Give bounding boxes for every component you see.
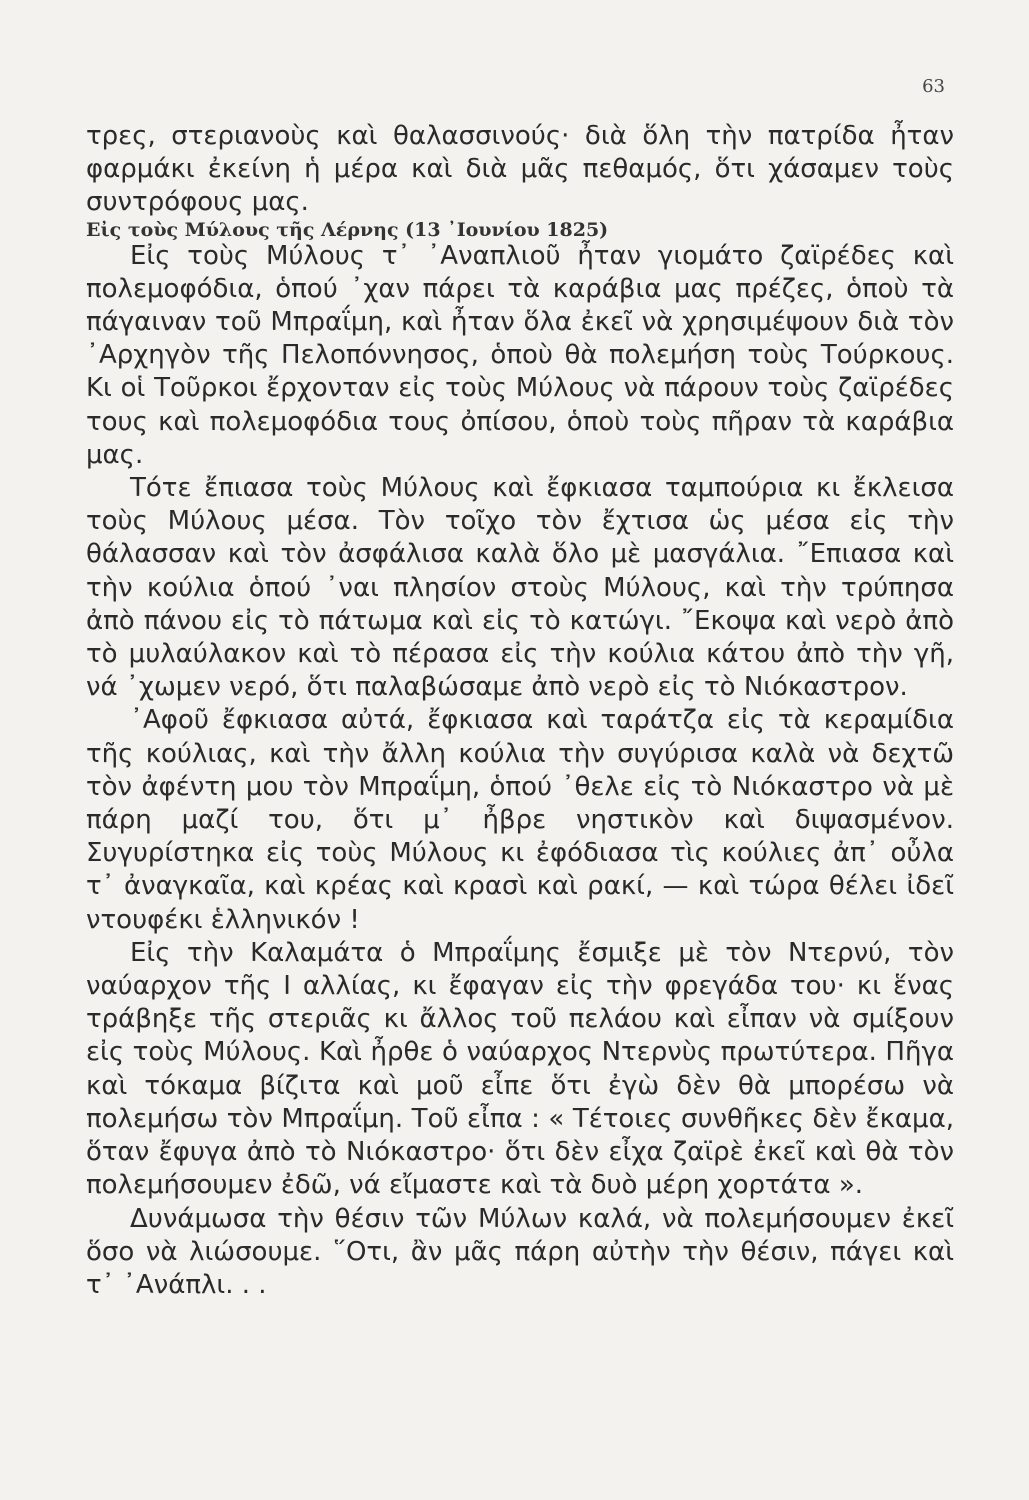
paragraph: Τότε ἔπιασα τοὺς Μύλους καὶ ἔφκιασα ταμπούρια κι ἔκλεισα τοὺς Μύλους μέσα. Τὸν τοῖχο τὸν ἔχτισα ὡς μέσα εἰς τὴν θάλασσαν καὶ τὸν ἀσφάλισα καλὰ ὅλο μὲ μασγάλια. ῎Επιασα καὶ τὴν κούλια ὁπού ᾽ναι πλησίον στοὺς Μύλους, καὶ τὴν τρύπησα ἀπὸ πάνου εἰς τὸ πάτωμα καὶ εἰς τὸ κατώγι. ῎Εκοψα καὶ νερὸ ἀπὸ τὸ μυλαύλακον καὶ τὸ πέρασα εἰς τὴν κούλια κάτου ἀπὸ τὴν γῆ, νά ᾽χωμεν νερό, ὅτι παλαβώσαμε ἀπὸ νερὸ εἰς τὸ Νιόκαστρον. [86,473,954,703]
paragraph: Εἰς τοὺς Μύλους τ᾽ ᾽Αναπλιοῦ ἦταν γιομάτο ζαϊρέδες καὶ πολεμοφόδια, ὁπού ᾽χαν πάρει τὰ καράβια μας πρέζες, ὁποὺ τὰ πάγαιναν τοῦ Μπραΐμη, καὶ ἦταν ὅλα ἐκεῖ νὰ χρησιμέψουν διὰ τὸν ᾽Αρχηγὸν τῆς Πελοπόννησος, ὁποὺ θὰ πολεμήση τοὺς Τούρκους. Κι οἱ Τοῦρκοι ἔρχονταν εἰς τοὺς Μύλους νὰ πάρουν τοὺς ζαϊρέδες τους καὶ πολεμοφόδια τους ὀπίσου, ὁποὺ τοὺς πῆραν τὰ καράβια μας. [86,240,954,470]
page-number: 63 [922,76,945,97]
paragraph: Εἰς τὴν Καλαμάτα ὁ Μπραΐμης ἔσμιξε μὲ τὸν Ντερνύ, τὸν ναύαρχον τῆς Ι αλλίας, κι ἔφαγαν εἰς τὴν φρεγάδα του· κι ἕνας τράβηξε τῆς στεριᾶς κι ἄλλος τοῦ πελάου καὶ εἶπαν νὰ σμίξουν εἰς τοὺς Μύλους. Καὶ ἦρθε ὁ ναύαρχος Ντερνὺς πρωτύτερα. Πῆγα καὶ τόκαμα βίζιτα καὶ μοῦ εἶπε ὅτι ἐγὼ δὲν θὰ μπορέσω νὰ πολεμήσω τὸν Μπραΐμη. Τοῦ εἶπα : « Τέτοιες συνθῆκες δὲν ἔκαμα, ὅταν ἔφυγα ἀπὸ τὸ Νιόκαστρο· ὅτι δὲν εἶχα ζαϊρὲ ἐκεῖ καὶ θὰ τὸν πολεμήσουμεν ἐδῶ, νά εἴμαστε καὶ τὰ δυὸ μέρη χορτάτα ». [86,937,954,1201]
paragraph-continuation: τρες, στεριανοὺς καὶ θαλασσινούς· διὰ ὅλη τὴν πατρίδα ἦταν φαρμάκι ἐκείνη ἡ μέρα καὶ διὰ μᾶς πεθαμός, ὅτι χάσαμεν τοὺς συντρόφους μας. [86,121,954,218]
paragraph: Δυνάμωσα τὴν θέσιν τῶν Μύλων καλά, νὰ πολεμήσουμεν ἐκεῖ ὅσο νὰ λιώσουμε. ῞Οτι, ἂν μᾶς πάρη αὐτὴν τὴν θέσιν, πάγει καὶ τ᾽ ᾽Ανάπλι. . . [86,1203,954,1300]
paragraph: ᾽Αφοῦ ἔφκιασα αὐτά, ἔφκιασα καὶ ταράτζα εἰς τὰ κεραμίδια τῆς κούλιας, καὶ τὴν ἄλλη κούλια τὴν συγύρισα καλὰ νὰ δεχτῶ τὸν ἀφέντη μου τὸν Μπραΐμη, ὁπού ᾽θελε εἰς τὸ Νιόκαστρο νὰ μὲ πάρη μαζί του, ὅτι μ᾽ ἦβρε νηστικὸν καὶ διψασμένον. Συγυρίστηκα εἰς τοὺς Μύλους κι ἐφόδιασα τὶς κούλιες ἀπ᾽ οὖλα τ᾽ ἀναγκαῖα, καὶ κρέας καὶ κρασὶ καὶ ρακί, — καὶ τώρα θέλει ἰδεῖ ντουφέκι ἑλληνικόν ! [86,705,954,935]
section-heading: Εἰς τοὺς Μύλους τῆς Λέρνης (13 ᾽Ιουνίου 1825) [86,218,609,241]
page-body [86,120,954,1302]
